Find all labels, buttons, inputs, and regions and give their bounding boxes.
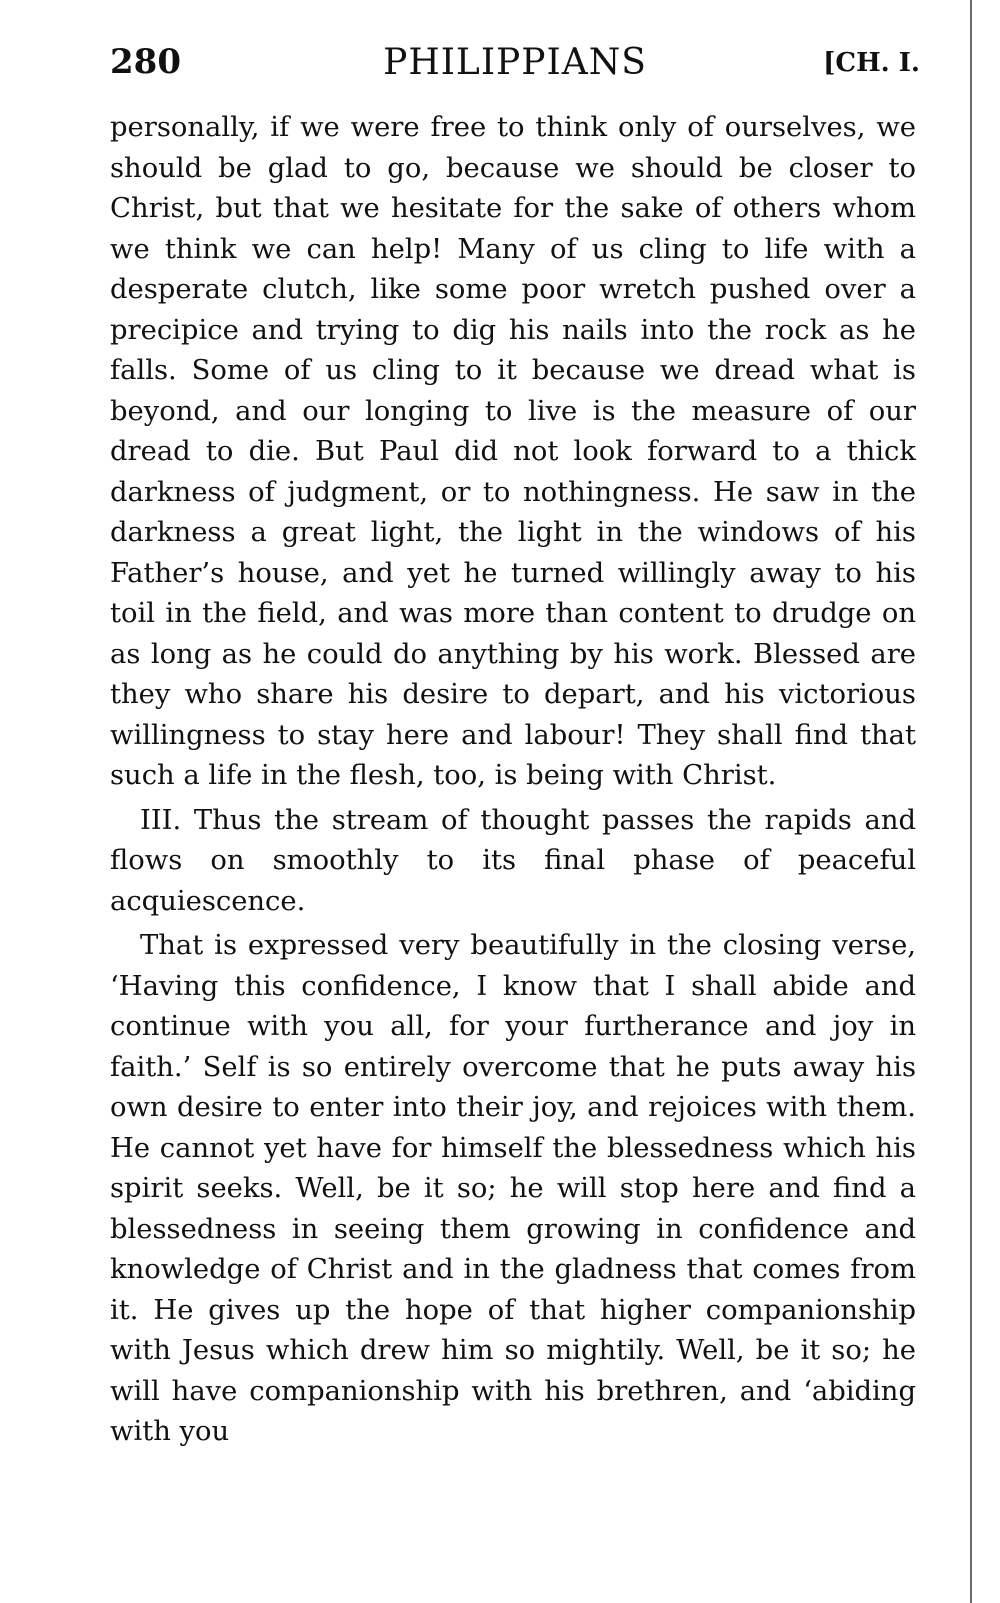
chapter-reference: [CH. I. [823,48,920,78]
page-edge-rule [970,0,972,1603]
paragraph-continuation: personally, if we were free to think only of ourselves, we should be glad to go, because we should be closer to Christ, but that we hesitate for the sake of others whom we think we can help! Many of us cling to life with a desperate clutch, like some poor wretch pushed over a precipice and trying to dig his nails into the rock as he falls. Some of us cling to it because we dread what is beyond, and our longing to live is the measure of our dread to die. But Paul did not look forward to a thick darkness of judgment, or to nothingness. He saw in the darkness a great light, the light in the windows of his Father’s house, and yet he turned willingly away to his toil in the field, and was more than content to drudge on as long as he could do anything by his work. Blessed are they who share his desire to depart, and his victorious willingness to stay here and labour! They shall find that such a life in the flesh, too, is being with Christ. [110,112,916,791]
running-title: PHILIPPIANS [383,42,647,83]
page-number: 280 [110,42,181,82]
body-text [110,108,916,1453]
page-header [110,42,920,90]
paragraph-section-three: III. Thus the stream of thought passes the rapids and flows on smoothly to its final phase of peaceful acquiescence. [110,804,916,917]
paragraph-closing-verse: That is expressed very beautifully in the closing verse, ‘Having this confidence, I know that I shall abide and continue with you all, for your furtherance and joy in faith.’ Self is so entirely overcome that he puts away his own desire to enter into their joy, and rejoices with them. He cannot yet have for himself the blessedness which his spirit seeks. Well, be it so; he will stop here and find a blessedness in seeing them growing in confidence and knowledge of Christ and in the gladness that comes from it. He gives up the hope of that higher companionship with Jesus which drew him so mightily. Well, be it so; he will have companionship with his brethren, and ‘abiding with you [110,930,916,1447]
